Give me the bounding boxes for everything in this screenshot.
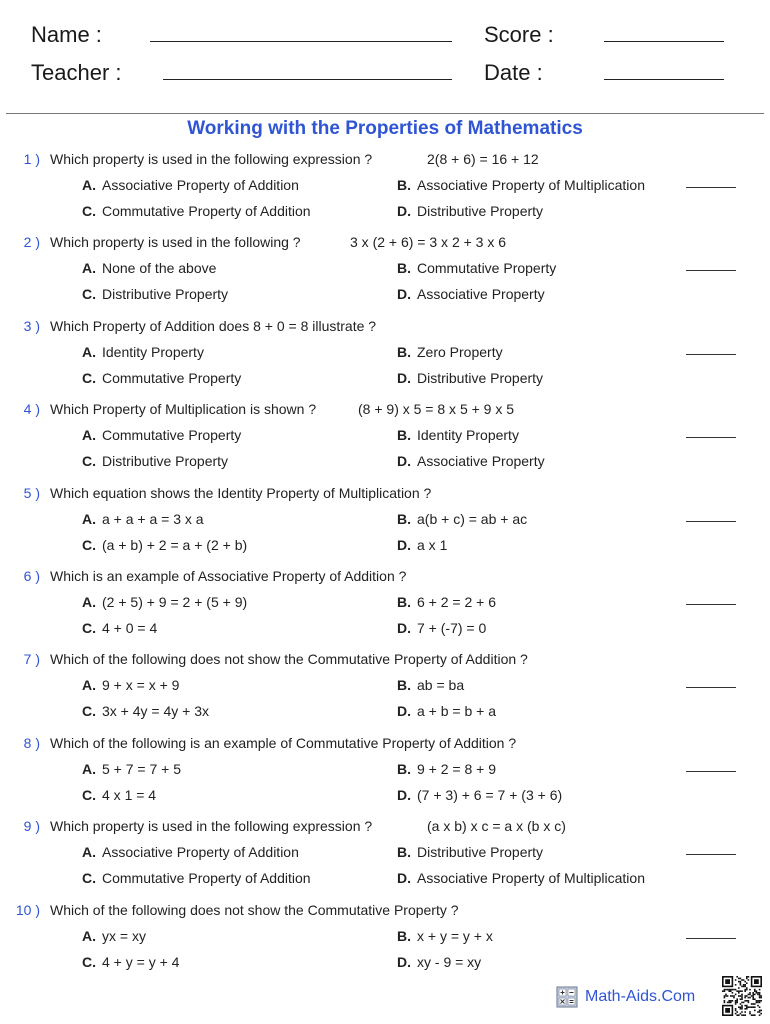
question-text: Which equation shows the Identity Property of Multiplication ? — [50, 484, 432, 501]
option-letter: D. — [397, 786, 411, 803]
question-number: 9 ) — [23, 818, 40, 835]
option-text: 6 + 2 = 2 + 6 — [417, 594, 497, 610]
option-letter: B. — [397, 510, 411, 527]
option-letter: A. — [82, 594, 96, 610]
option-letter: C. — [82, 369, 96, 386]
option-text: 9 + 2 = 8 + 9 — [417, 760, 497, 777]
answer-blank[interactable] — [686, 854, 736, 855]
option-letter: D. — [397, 536, 411, 553]
option-b[interactable] — [397, 677, 464, 693]
answer-blank[interactable] — [686, 604, 736, 605]
option-c[interactable] — [82, 203, 311, 219]
question-expression: 2(8 + 6) = 16 + 12 — [427, 151, 539, 167]
question-number: 4 ) — [23, 401, 40, 418]
option-letter: D. — [397, 620, 411, 636]
option-d[interactable] — [397, 703, 496, 719]
option-c[interactable] — [82, 370, 241, 386]
option-text: Distributive Property — [417, 844, 544, 861]
option-letter: A. — [82, 760, 96, 777]
option-a[interactable] — [82, 677, 179, 693]
option-text: 7 + (-7) = 0 — [417, 620, 487, 636]
option-text: 5 + 7 = 7 + 5 — [102, 760, 182, 777]
option-a[interactable] — [82, 427, 241, 443]
option-a[interactable] — [82, 928, 146, 944]
option-letter: C. — [82, 286, 96, 303]
question-text: Which Property of Multiplication is shown ? — [50, 401, 317, 418]
option-b[interactable] — [397, 761, 496, 777]
answer-blank[interactable] — [686, 771, 736, 772]
option-d[interactable] — [397, 620, 486, 636]
option-c[interactable] — [82, 537, 247, 553]
score-label: Score : — [484, 22, 554, 47]
option-text: a x 1 — [417, 536, 448, 553]
option-b[interactable] — [397, 260, 556, 276]
option-letter: B. — [397, 760, 411, 777]
option-text: Distributive Property — [417, 203, 544, 219]
qr-code-icon — [722, 976, 762, 1016]
question-number: 6 ) — [23, 568, 40, 584]
name-input-line[interactable] — [150, 41, 452, 42]
option-letter: D. — [397, 369, 411, 386]
option-letter: A. — [82, 260, 96, 277]
question-expression: 3 x (2 + 6) = 3 x 2 + 3 x 6 — [350, 234, 507, 251]
option-text: Identity Property — [417, 427, 519, 444]
option-b[interactable] — [397, 427, 519, 443]
option-c[interactable] — [82, 870, 311, 886]
option-text: None of the above — [102, 260, 217, 277]
option-text: Associative Property — [417, 453, 545, 470]
option-text: Associative Property of Addition — [102, 844, 299, 861]
option-c[interactable] — [82, 954, 179, 970]
option-letter: D. — [397, 703, 411, 720]
option-text: a(b + c) = ab + ac — [417, 510, 528, 527]
option-text: 4 + 0 = 4 — [102, 620, 158, 636]
option-text: xy - 9 = xy — [417, 953, 482, 970]
option-b[interactable] — [397, 928, 493, 944]
date-input-line[interactable] — [604, 79, 724, 80]
question-8 — [0, 735, 770, 818]
answer-blank[interactable] — [686, 437, 736, 438]
option-letter: C. — [82, 536, 96, 553]
option-d[interactable] — [397, 286, 545, 302]
option-text: Distributive Property — [417, 369, 544, 386]
question-text: Which property is used in the following expression ? — [50, 151, 373, 167]
option-letter: D. — [397, 870, 411, 887]
date-label: Date : — [484, 60, 543, 85]
option-a[interactable] — [82, 344, 204, 360]
question-text: Which of the following is an example of Commutative Property of Addition ? — [50, 734, 517, 751]
option-letter: A. — [82, 343, 96, 360]
answer-blank[interactable] — [686, 354, 736, 355]
option-text: (7 + 3) + 6 = 7 + (3 + 6) — [417, 786, 563, 803]
option-text: Commutative Property of Addition — [102, 203, 311, 219]
option-letter: B. — [397, 343, 411, 360]
option-d[interactable] — [397, 203, 543, 219]
option-text: 4 + y = y + 4 — [102, 953, 180, 970]
option-text: a + a + a = 3 x a — [102, 510, 204, 527]
option-text: Associative Property of Addition — [102, 177, 299, 193]
answer-blank[interactable] — [686, 187, 736, 188]
option-letter: B. — [397, 427, 411, 444]
option-letter: B. — [397, 927, 411, 944]
option-b[interactable] — [397, 177, 645, 193]
option-letter: D. — [397, 953, 411, 970]
option-d[interactable] — [397, 870, 645, 886]
option-letter: C. — [82, 703, 96, 720]
option-text: Commutative Property — [417, 260, 557, 277]
question-4 — [0, 401, 770, 484]
option-d[interactable] — [397, 787, 562, 803]
option-d[interactable] — [397, 954, 481, 970]
option-letter: C. — [82, 203, 96, 219]
option-letter: C. — [82, 953, 96, 970]
option-letter: A. — [82, 844, 96, 861]
question-number: 3 ) — [23, 317, 40, 334]
option-letter: C. — [82, 870, 96, 887]
option-a[interactable] — [82, 177, 299, 193]
option-a[interactable] — [82, 511, 204, 527]
question-9 — [0, 818, 770, 901]
option-text: Associative Property — [417, 286, 545, 303]
score-input-line[interactable] — [604, 41, 724, 42]
option-letter: B. — [397, 677, 411, 694]
option-letter: A. — [82, 510, 96, 527]
question-2 — [0, 234, 770, 317]
option-letter: D. — [397, 203, 411, 219]
option-c[interactable] — [82, 286, 228, 302]
option-letter: C. — [82, 620, 96, 636]
question-number: 8 ) — [23, 734, 40, 751]
option-text: Commutative Property — [102, 369, 242, 386]
question-text: Which property is used in the following expression ? — [50, 818, 373, 835]
question-text: Which property is used in the following ? — [50, 234, 301, 251]
option-letter: A. — [82, 177, 96, 193]
answer-blank[interactable] — [686, 521, 736, 522]
question-5 — [0, 485, 770, 568]
answer-blank[interactable] — [686, 687, 736, 688]
option-letter: C. — [82, 453, 96, 470]
question-text: Which of the following does not show the Commutative Property of Addition ? — [50, 651, 528, 668]
answer-blank[interactable] — [686, 270, 736, 271]
question-text: Which of the following does not show the Commutative Property ? — [50, 901, 459, 918]
question-expression: (8 + 9) x 5 = 8 x 5 + 9 x 5 — [358, 401, 515, 418]
option-d[interactable] — [397, 453, 545, 469]
option-a[interactable] — [82, 761, 181, 777]
option-text: 4 x 1 = 4 — [102, 786, 157, 803]
question-text: Which is an example of Associative Property of Addition ? — [50, 568, 407, 584]
option-c[interactable] — [82, 453, 228, 469]
option-text: (2 + 5) + 9 = 2 + (5 + 9) — [102, 594, 248, 610]
option-text: Associative Property of Multiplication — [417, 177, 645, 193]
question-10 — [0, 902, 770, 985]
option-c[interactable] — [82, 787, 156, 803]
option-b[interactable] — [397, 844, 543, 860]
option-letter: B. — [397, 260, 411, 277]
footer-brand: Math-Aids.Com — [585, 988, 696, 1005]
option-text: a + b = b + a — [417, 703, 497, 720]
option-text: yx = xy — [102, 927, 146, 944]
option-text: Commutative Property of Addition — [102, 870, 311, 887]
option-letter: D. — [397, 286, 411, 303]
question-3 — [0, 318, 770, 401]
option-letter: B. — [397, 844, 411, 861]
option-c[interactable] — [82, 620, 157, 636]
question-text: Which Property of Addition does 8 + 0 = 8 illustrate ? — [50, 317, 377, 334]
question-6 — [0, 568, 770, 651]
question-number: 2 ) — [23, 234, 40, 251]
option-text: Distributive Property — [102, 453, 229, 470]
option-b[interactable] — [397, 344, 503, 360]
option-a[interactable] — [82, 260, 216, 276]
option-d[interactable] — [397, 537, 447, 553]
question-1 — [0, 151, 770, 234]
teacher-input-line[interactable] — [163, 79, 452, 80]
question-number: 10 ) — [15, 901, 40, 918]
answer-blank[interactable] — [686, 938, 736, 939]
option-text: Associative Property of Multiplication — [417, 870, 645, 887]
question-7 — [0, 651, 770, 734]
option-text: Commutative Property — [102, 427, 242, 444]
option-letter: C. — [82, 786, 96, 803]
question-expression: (a x b) x c = a x (b x c) — [427, 818, 566, 835]
option-text: Distributive Property — [102, 286, 229, 303]
option-a[interactable] — [82, 844, 299, 860]
option-letter: D. — [397, 453, 411, 470]
option-letter: A. — [82, 427, 96, 444]
option-letter: A. — [82, 677, 96, 694]
calculator-icon — [556, 986, 578, 1008]
option-text: ab = ba — [417, 677, 465, 694]
option-letter: B. — [397, 177, 411, 193]
option-letter: B. — [397, 594, 411, 610]
worksheet-title: Working with the Properties of Mathematics — [187, 118, 583, 139]
option-c[interactable] — [82, 703, 209, 719]
option-text: 9 + x = x + 9 — [102, 677, 180, 694]
question-number: 7 ) — [23, 651, 40, 668]
option-text: x + y = y + x — [417, 927, 493, 944]
option-d[interactable] — [397, 370, 543, 386]
option-a[interactable] — [82, 594, 247, 610]
option-b[interactable] — [397, 511, 527, 527]
option-text: (a + b) + 2 = a + (2 + b) — [102, 536, 248, 553]
option-text: 3x + 4y = 4y + 3x — [102, 703, 210, 720]
option-text: Zero Property — [417, 343, 503, 360]
question-number: 5 ) — [23, 484, 40, 501]
name-label: Name : — [31, 22, 102, 47]
option-text: Identity Property — [102, 343, 204, 360]
option-b[interactable] — [397, 594, 496, 610]
question-number: 1 ) — [23, 151, 40, 167]
header-divider — [6, 113, 764, 114]
teacher-label: Teacher : — [31, 60, 122, 85]
option-letter: A. — [82, 927, 96, 944]
